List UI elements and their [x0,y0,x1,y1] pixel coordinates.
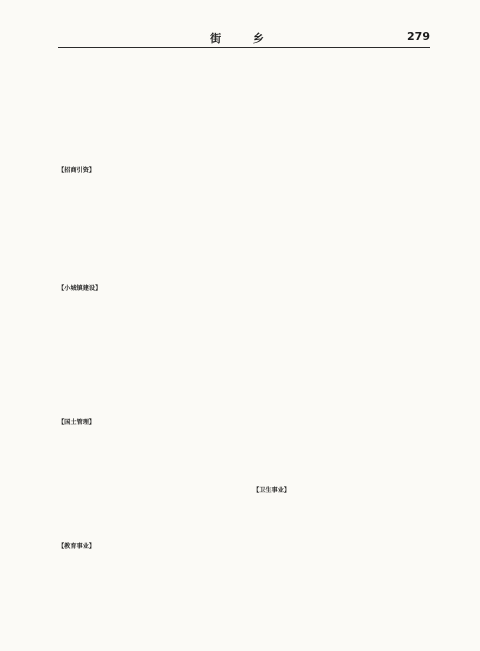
teacher-paragraph [253,299,430,397]
education-award-paragraph [253,401,430,475]
section-title: 【招商引资】 [58,167,96,174]
section-title: 【小城镇建设】 [58,285,102,292]
section-land-management [58,417,235,537]
page-number: 279 [407,30,430,43]
left-column [58,55,235,615]
section-town-construction [58,283,235,413]
intro-paragraph [58,55,235,67]
running-header [58,30,430,46]
section-investment [58,165,235,277]
section-title: 【国土管理】 [58,419,96,426]
header-title: 街 乡 [210,32,278,45]
section-education [58,541,235,615]
fiscal-paragraph [58,69,235,157]
education-investment-paragraph [253,203,430,295]
section-health [253,485,430,615]
header-rule [58,47,430,48]
education-continued-paragraph [253,55,430,199]
section-title: 【卫生事业】 [253,487,291,494]
right-column [253,55,430,615]
section-title: 【教育事业】 [58,543,96,550]
